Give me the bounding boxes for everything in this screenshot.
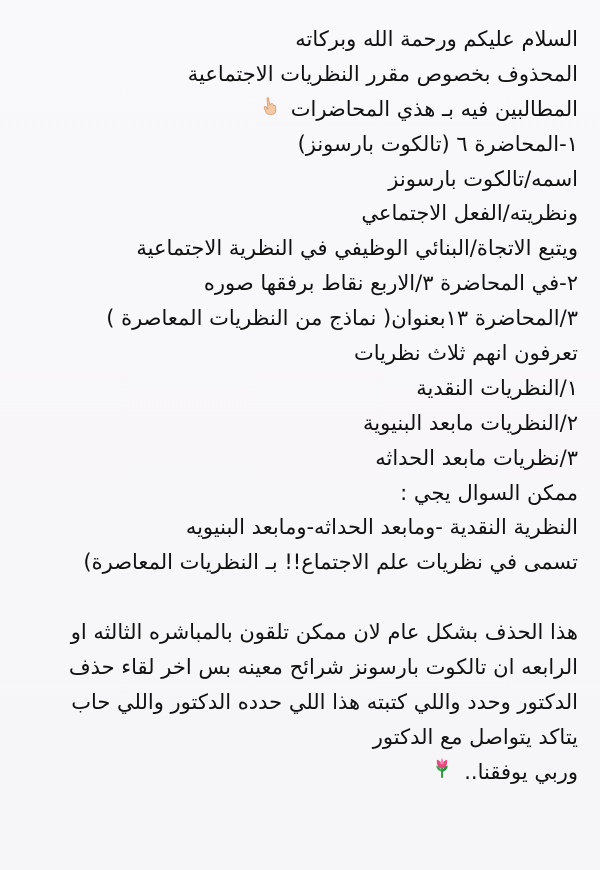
lecture-13-text: ٣/المحاضرة ١٣بعنوان( نماذج من النظريات المعاصرة ) <box>106 306 578 331</box>
note-line <box>8 162 578 197</box>
note-line <box>8 441 578 476</box>
tulip-icon <box>430 755 454 790</box>
pointing-down-hand-icon <box>260 92 280 127</box>
post-structural-theories-text: ٢/النظريات مابعد البنيوية <box>363 410 578 435</box>
contemporary-theories-text: تسمى في نظريات علم الاجتماع!! بـ النظريات المعاصرة) <box>83 550 578 575</box>
required-lectures-text: المطالبين فيه بـ هذي المحاضرات <box>290 96 578 121</box>
note-line <box>8 22 578 57</box>
lecture-3-text: ٢-في المحاضرة ٣/الاربع نقاط برفقها صوره <box>203 271 578 296</box>
note-line <box>8 336 578 371</box>
note-line <box>8 685 578 720</box>
deletion-note-line-2: الرابعه ان تالكوت بارسونز شرائح معينه بس اخر لقاء حذف <box>68 655 578 680</box>
lecture-6-text: ١-المحاضرة ٦ (تالكوت بارسونز) <box>297 131 578 156</box>
note-line <box>8 57 578 92</box>
note-line <box>8 476 578 511</box>
possible-question-text: ممكن السوال يجي : <box>400 480 578 505</box>
note-line <box>8 615 578 650</box>
note-line <box>8 301 578 336</box>
cropped-top-text <box>150 0 260 6</box>
theory-list-text: النظرية النقدية -ومابعد الحداثه-ومابعد البنيويه <box>185 515 578 540</box>
blank-line <box>8 580 578 615</box>
note-line <box>8 127 578 162</box>
greeting-text: السلام عليكم ورحمة الله وبركاته <box>295 27 578 51</box>
note-line <box>8 545 578 580</box>
note-line <box>8 371 578 406</box>
theory-text: ونظريته/الفعل الاجتماعي <box>361 201 578 226</box>
deletion-note-line-1: هذا الحذف بشكل عام لان ممكن تلقون بالمباشره الثالثه او <box>70 620 578 645</box>
note-line <box>8 755 578 790</box>
note-text <box>8 22 578 790</box>
trend-text: ويتبع الاتجاة/البنائي الوظيفي في النظرية الاجتماعية <box>136 236 578 261</box>
note-line <box>8 720 578 755</box>
contact-doctor-text: يتاكد يتواصل مع الدكتور <box>372 724 578 749</box>
deletion-note-line-3: الدكتور وحدد واللي كتبته هذا اللي حدده الدكتور واللي حاب <box>71 689 578 714</box>
name-text: اسمه/تالكوت بارسونز <box>388 166 578 191</box>
postmodern-theories-text: ٣/نظريات مابعد الحداثه <box>375 445 578 470</box>
note-line <box>8 510 578 545</box>
critical-theories-text: ١/النظريات النقدية <box>416 375 578 400</box>
note-line <box>8 406 578 441</box>
note-line <box>8 231 578 266</box>
note-line <box>8 266 578 301</box>
closing-text: وربي يوفقنا.. <box>464 759 578 784</box>
note-line <box>8 196 578 231</box>
note-line <box>8 650 578 685</box>
note-line <box>8 92 578 127</box>
deleted-course-text: المحذوف بخصوص مقرر النظريات الاجتماعية <box>187 61 578 86</box>
three-theories-text: تعرفون انهم ثلاث نظريات <box>353 341 578 366</box>
